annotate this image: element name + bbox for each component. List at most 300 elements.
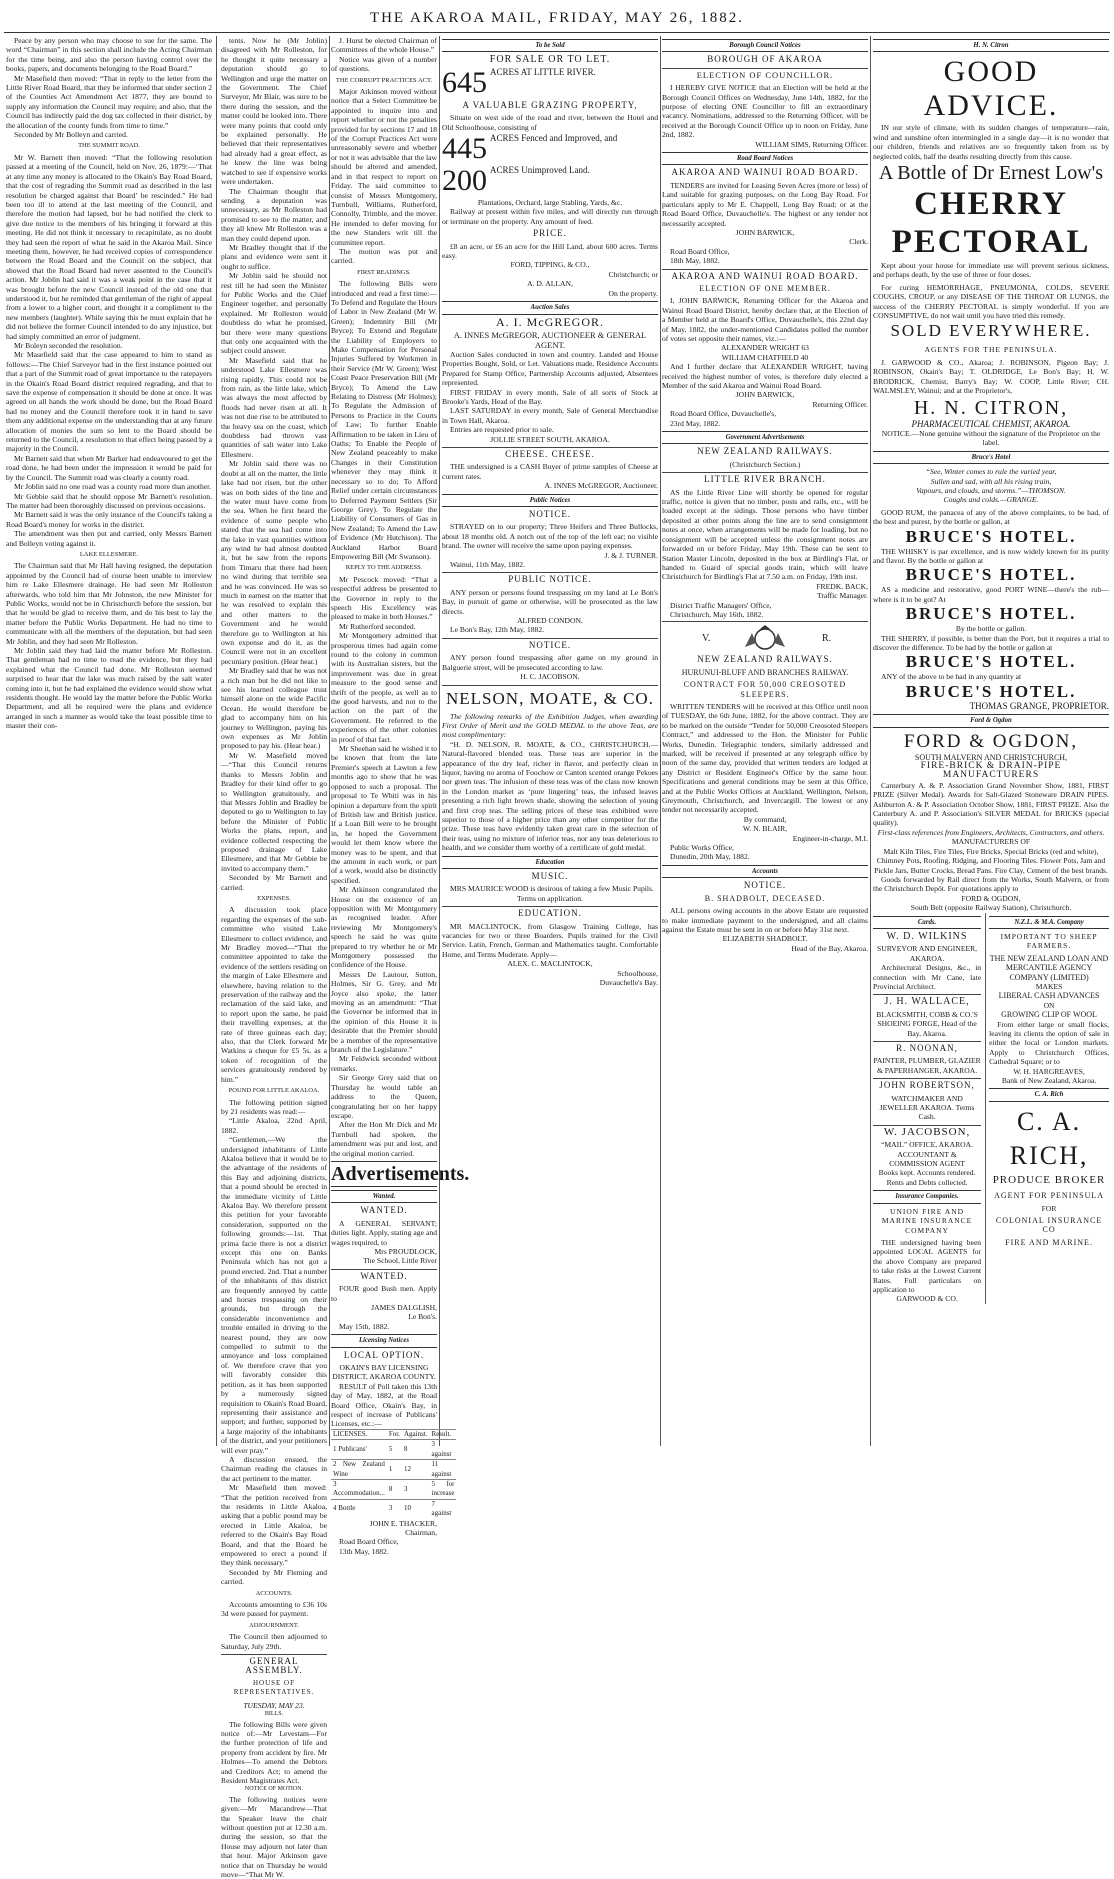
ford-references: First-class references from Engineers, Architects, Contractors, and others. [877, 827, 1105, 837]
article-paragraph: “Little Akaloa, 22nd April, 1882. [221, 1116, 327, 1135]
local-option-heading: LOCAL OPTION. [343, 1349, 425, 1360]
article-paragraph: Mr Joblin said they had laid the matter before Mr Rolleston. That gentleman had no time to read the evidence, but they had explained what the Council had done. Mr Rolleston seemed surprised to hear that the lake was much raised by the salt water coming into it, but he had explained the evidence would show what residents thought. He would lay the matter before the Public Works Department, and all he required were the plans and evidence arranged in such a manner as would take the least possible time to master their con- [6, 646, 212, 731]
article-paragraph: Mr Bradley thought that if the plans and evidence were sent it ought to suffice. [221, 242, 327, 271]
masthead-rule [4, 32, 1110, 33]
wanted-signature: Mrs PROUDLOCK, [374, 1246, 437, 1256]
article-paragraph: The amendment was then put and carried, only Messrs Barnett and Bolleyn voting against it. [6, 529, 212, 548]
crest-letter-v: V. [702, 633, 711, 645]
wallace-name: J. H. WALLACE, [873, 994, 981, 1006]
education-heading: EDUCATION. [442, 906, 658, 918]
table-row [331, 1440, 456, 1460]
ford-ogdon-heading: FORD & OGDON, [903, 730, 1079, 752]
table-header-cell: LICENSES. [331, 1429, 387, 1439]
nelson-moate-heading: NELSON, MOATE, & CO. [442, 685, 658, 709]
cheese-text: THE undersigned is a CASH Buyer of prime samples of Cheese at current rates. [442, 462, 658, 481]
article-paragraph: tents. Now he (Mr Joblin) disagreed with Mr Rolleston, for he thought it quite necessary a deputation should go to Wellington and urge the matter on the Government. The Chief Surveyor, Mr Blair, was sure to be there during the session, and the matter could be looked into. There were many points that could only be explained personally. He believed that their representatives had already had a great effect, as he knew the line was being watched to see if expensive works were undertaken. [221, 36, 327, 187]
section-cards: Cards. [873, 916, 981, 929]
jollie-address: JOLLIE STREET SOUTH, AKAROA. [490, 434, 610, 444]
article-paragraph: Seconded by Mr Barnett and carried. [221, 873, 327, 892]
article-paragraph: Mr Barnett said it was the only instance of the Council's taking a Road Board's money for works in the district. [6, 510, 212, 529]
table-row [331, 1479, 456, 1499]
contract-title: Engineer-in-charge, M.I. [792, 833, 868, 843]
genuine-notice: NOTICE.—None genuine without the signature of the Proprietor on the label. [881, 428, 1101, 448]
public-notice-date: Le Bon's Bay, 12th May, 1882. [450, 625, 545, 635]
article-paragraph: A discussion took place regarding the expenses of the sub-committee who visited Lake Ellesmere to collect evidence, and Mr Bradley moved—“That the committee appointed to take the evidence of the settlers residing on the margin of Lake Ellesmere and elsewhere, having relation to the preservation of the railway and the reclamation of the said lake, and to report upon the same, be paid their travelling expenses, at the rate of three guineas each day; also, that the Clerk forward Mr Watkins a cheque for £5 5s, as a token of recognition of the services gratuitously rendered by him.” [221, 905, 327, 1084]
article-paragraph: Seconded by Mr Bolleyn and carried. [14, 130, 128, 140]
manufacturers-text: Malt Kiln Tiles, Fire Tiles, Fire Bricks, Special Bricks (red and white), Chimney Pots, Roofing, Ridging, and Flooring Tiles. Flower Pots, Jam and Pickle Jars, Butter Crocks, Bread Pans. Fire Clay, Cement of the best brands. [874, 846, 1108, 875]
good-advice-heading: GOOD ADVICE. [923, 55, 1059, 123]
column-4 [442, 36, 658, 1444]
member-signature: JOHN BARWICK, [735, 390, 795, 400]
acres-645-number: 645 [442, 65, 487, 99]
wallace-text: BLACKSMITH, COBB & CO.'S SHOEING FORGE, Head of the Bay, Akaroa. [876, 1009, 978, 1038]
acres-645-text: ACRES AT LITTLE RIVER. [490, 66, 596, 77]
table-header-cell: Result. [430, 1429, 457, 1439]
bottle-or-gallon: By the bottle or gallon. [955, 624, 1027, 634]
date-heading: TUESDAY, MAY 23. [243, 1700, 305, 1710]
tenders-office: Road Board Office, [670, 246, 730, 256]
article-paragraph: Mr W. Masefield moved—“That this Council returns thanks to Messrs Joblin and Bradley for their kind offer to go to Wellington gratuitously, and that Messrs Joblin and Bradley be deputed to go to Wellington to lay before the Minister of Public Works the plans, report, and evidence collected respecting the proposed drainage of Lake Ellesmere, and that Mr Gebbie be invited to accompany them.” [221, 750, 327, 873]
table-cell: 5 [387, 1440, 402, 1460]
bruces-hotel-2: BRUCE'S HOTEL. [905, 565, 1077, 585]
royal-crest-block [662, 621, 868, 652]
column-divider [216, 36, 217, 1446]
robertson-name: JOHN ROBERTSON, [873, 1078, 981, 1090]
column-divider [329, 36, 330, 1446]
masthead: THE AKAROA MAIL, FRIDAY, MAY 26, 1882. [369, 10, 745, 26]
jacobson-text-2: Books kept. Accounts rendered. Rents and Debts collected. [878, 1168, 976, 1187]
poll-result-text: RESULT of Poll taken this 13th day of May, 1882, at the Road Board Office, Okain's Bay, in respect of increase of Publicans' Licenses, etc.:— [331, 1381, 437, 1429]
cherry-text: Kept about your house for immediate use will prevent serious sickness, and perhaps death, by the use of three or four doses. [873, 261, 1109, 280]
article-paragraph: Mr Atkinson congratulated the House on the existence of an opposition with Mr Montgomery as recognised leader. After reviewing Mr Montgomery's speech he said he was quite prepared to try whether he or Mr Montgomery possessed the confidence of the House. [331, 885, 437, 970]
section-nzlma: N.Z.L. & M.A. Company [989, 916, 1109, 929]
wainui-heading: AKAROA AND WAINUI ROAD BOARD. [671, 167, 859, 178]
article-paragraph: The Chairman thought that sending a deputation was unnecessary, as Mr Rolleston had promised to see to the matter, and they all knew Mr Rolleston was a man they could depend upon. [221, 186, 327, 243]
wanted-address: The School, Little River [363, 1256, 437, 1266]
table-cell: 10 [402, 1499, 430, 1518]
price-heading: PRICE. [533, 228, 567, 239]
whisky-text: THE WHISKY is par excellence, and is now widely known for its purity and flavor. By the bottle or gallon at [873, 546, 1109, 565]
sherry-text: THE SHERRY, if possible, is better than the Port, but it requires a trial to discover the difference. To be had by the bottle or gallon at [873, 633, 1109, 652]
ford-address: South Belt (opposite Railway Station), Christchurch. [910, 903, 1072, 913]
notice2-heading: NOTICE. [442, 638, 658, 650]
wanted2-text: FOUR good Bush men. Apply to [331, 1284, 437, 1303]
article-paragraph: Seconded by Mr Fleming and carried. [221, 1567, 327, 1587]
article-paragraph: The following Bills were introduced and read a first time:—To Defend and Regulate the Hours of Labor in New Zealand (Mr W. Green); Indemnity Bill (Mr Bryce); To Extend and Regulate the Liability of Employers to Make Compensation for Personal Injuries Suffered by Workmen in their Service (Mr W. Green); West Coast Peace Preservation Bill (Mr Bryce); To Amend the Law Relating to Distress (Mr Holmes); To Regulate the Admission of Persons to Practice in the Courts of Law; To further Enable Affirmation to be taken in Lieu of Oaths; To Enable the People of New Zealand peaceably to make Changes in their Constitution whenever they may think it necessary so to do; To Afford Relief under certain circumstances to Deferred Payment Settlers (Sir George Grey). To Regulate the Liability of Consumers of Gas in New Zealand; To Amend the Law of Evidence (Mr Hutchison). The Auckland Harbor Board Empowering Bill (Mr Swanson). [331, 279, 437, 561]
contract-signature: W. N. BLAIR, [742, 824, 788, 834]
section-public-notices: Public Notices [442, 494, 658, 507]
article-paragraph: Mr Masefield said that he understood Lake Ellesmere was rising rapidly. This could not be from rain, as the little lake, which was always the most affected by floods had never risen at all. It was not due rise to be attributed to the heavy sea on the coast, which doubtless had thrown vast quantities of salt water into Lake Ellesmere. [221, 355, 327, 459]
acres-445-text: ACRES Fenced and Improved, and [490, 133, 618, 144]
column-divider [439, 36, 440, 1446]
okains-heading: OKAIN'S BAY LICENSING DISTRICT, AKAROA COUNTY. [332, 1363, 436, 1382]
article-paragraph: EXPENSES. [257, 894, 291, 902]
ford-tipping-location: Christchurch; or [608, 269, 658, 279]
member-text: I, JOHN BARWICK, Returning Officer for the Akaroa and Wainui Road Board District, hereby declare that, at the Election of a Member held at the Board's Office, Duvauchelle's, this 22nd day of May, 1882, the under-mentioned Candidates polled the number of votes set opposite their names, viz.:— [662, 296, 868, 343]
education-signature: ALEX. C. MACLINTOCK, [507, 959, 593, 969]
column-5 [662, 36, 868, 1444]
port-text: AS a medicine and restorative, good PORT WINE—there's the rub—where is it to be got? At [873, 585, 1109, 604]
education-text: MR MACLINTOCK, from Glasgow Training College, has vacancies for two or three Boarders. Pupils trained for the Civil Service. Latin, French, German and Mathematics taught. Comfortable Home, and Terms Moderate. Apply— [442, 921, 658, 959]
music-heading: MUSIC. [531, 871, 569, 881]
section-insurance: Insurance Companies. [873, 1190, 981, 1203]
election-text: I HEREBY GIVE NOTICE that an Election will be held at the Borough Council Offices on Wednesday, June 14th, 1882, for the purpose of electing ONE Councillor to fill an extraordinary vacancy. Nominations, addressed to the Returning Officer, will be received at the Borough Council Office up to noon on Friday, June 2nd, 1882. [662, 83, 868, 140]
noonan-text: PAINTER, PLUMBER, GLAZIER & PAPERHANGER, AKAROA. [873, 1056, 981, 1075]
article-paragraph: Mr Masefield said that the case appeared to him to stand as follows:—The Chief Surveyor had in the first instance pointed out that a part of the Summit road of great importance to the ratepayers in the Okain's Road Board district required regrading, and that to save the expense of compensation it should be done at once. It was agreed on all hands the work should be done, but the Road Board had no money and the Council therefore took it in hand to save them any additional expense on the understanding that at any future allocation of monies the sum so lent to the Board should be returned to the Council, a resolution to that effect being passed by a majority in the Council. [6, 350, 212, 454]
article-paragraph: Mr Sheehan said he wished it to be known that from the late Premier's speech at Lawton a few months ago to show that he was opposed to such a proposal. The proposal to Te Whiti was in his opinion a departure from the spirit of British law and British justice. If a Loan Bill were to be brought in, he hoped the Government would let them know where the money was to be spent, and that the amount in each work, or part of a work, would also be distinctly specified. [331, 744, 437, 885]
table-cell: 7 against [430, 1499, 457, 1518]
table-cell: 4 Bottle [331, 1499, 387, 1518]
article-paragraph: Mr Masefield then moved: “That in reply to the letter from the Little River Road Board, that they be informed that under section 2 of the Counties Act Amendment Act 1877, they are bound to supply any information the Council may require; and also, that the Council has indirectly paid the dog tax collected in their district, by the allocation of the county funds from time to time.” [6, 73, 212, 130]
allan-name: A. D. ALLAN, [527, 279, 573, 289]
produce-broker: PRODUCE BROKER [992, 1173, 1106, 1186]
motion-heading: NOTICE OF MOTION. [244, 1786, 304, 1793]
table-cell: 5 for increase [431, 1479, 455, 1498]
article-paragraph: ADJOURNMENT. [249, 1621, 299, 1629]
contract-office: Public Works Office, [670, 843, 734, 853]
article-paragraph: “Gentlemen,—We the undersigned inhabitants of Little Akaloa believe that it would be to the advantage of the residents of this Bay and adjoining districts, that a pound should be erected in the immediate vicinity of Little Akaloa Bay. We therefore present this petition for your favorable consideration, supported on the following grounds:—1st. That prima facie there is not a district except this one on Banks Peninsula which has not got a pound erected. 2nd. That a number of the inhabitants of this district are frequently annoyed by cattle and horses trespassing on their grounds, but through the considerable inconvenience and trouble entailed in driving to the nearest pound, they are now compelled to submit to the annoyance and loss complained of. We therefore crave that you will favorably consider this petition, as it has been supported by a numerously signed requisition to Okain's Road Board, representing their assistance and support; and further, supported by a large majority of the inhabitants of the district, and your petitioners will ever pray.” [221, 1135, 327, 1455]
bruces-hotel-5: BRUCE'S HOTEL. [905, 681, 1077, 701]
section-borough-council: Borough Council Notices [662, 39, 868, 52]
column-1 [6, 36, 212, 1444]
article-paragraph: The Council then adjourned to Saturday, July 29th. [221, 1632, 327, 1651]
article-paragraph: Mr Montgomery admitted that prosperous times had again come round to the colony in common with its Australian sisters, but the improvement was due in great measure to the good sense and thrift of the people, as well as to the good harvests, and not to the action on the part of the Government. He referred to the experiences of the other colonies in proof of that fact. [331, 631, 437, 744]
hurunui-heading: HURUNUI-BLUFF AND BRANCHES RAILWAY. [681, 667, 849, 677]
table-cell: 1 Publicans' [331, 1440, 387, 1460]
section-accounts: Accounts [662, 865, 868, 878]
advertisements-heading: Advertisements. [331, 1162, 470, 1185]
article-paragraph: Mr Masefield then moved: “That the petition received from the residents in Little Akaloa, asking that a public pound may be erected in Little Akaloa, be referred to the Okain's Bay Road Board, and that the Board be empowered to erect a pound if they think necessary.” [221, 1483, 327, 1568]
cures-text: For curing HEMORRHAGE, PNEUMONIA, COLDS, SEVERE COUGHS, CROUP, or any DISEASE OF THE THROAT OR LUNGS, the success of the CHERRY PECTORAL is simply wonderful. If you are CONSUMPTIVE, do not wait until you have tried this remedy. [873, 282, 1109, 321]
jacobson-text: “MAIL” OFFICE, AKAROA. ACCOUNTANT & COMMISSION AGENT [881, 1140, 974, 1169]
makes-text: MAKES [1035, 981, 1063, 991]
nelson-text: “H. D. NELSON, R. MOATE, & CO., CHRISTCHURCH.—Natural-flavored blended teas. These teas are superior in the appearance of the dry leaf, richer in flavor, and perfectly clean in liquor, having no aroma of Foochow or Canton scented orange Pekoes nor green teas. The infusion of these teas was of the class now known in the London market as ‘pure lingering’ teas, the infused leaves presenting a rich light brown shade, showing the selection of young and first crop teas. The selling prices of these teas exhibited were superior to those of a higher price than any other competitor for the prize. These teas have evidently taken great care in the selection of their teas, using no mixture of inferior teas, nor any teas deleterious to health, and we consider them worthy of a certificate of gold medal. [442, 739, 658, 853]
section-auction-sales: Auction Sales [442, 301, 658, 314]
bruces-hotel-3: BRUCE'S HOTEL. [905, 604, 1077, 624]
table-cell: 3 against [430, 1440, 457, 1460]
manufacturers-of: MANUFACTURERS OF [951, 837, 1031, 847]
ford-awards: Canterbury A. & P. Association Grand November Show, 1881, FIRST PRIZE (Silver Medal). Awards for Salt-Glazed Stoneware DRAIN PIPES. Ashburton A. & P. Association October Show, 1881, FIRST PRIZE. Also the Canterbury A. and P. Association's SILVER MEDAL for BRICKS (special quality). [873, 780, 1109, 828]
bottle-heading: A Bottle of Dr Ernest Low's [878, 162, 1104, 185]
wanted-text: A GENERAL SERVANT; duties light. Apply, stating age and wages required, to [331, 1218, 437, 1247]
public-notice-heading: PUBLIC NOTICE. [442, 572, 658, 584]
notice2-signature: H. C. JACOBSON. [520, 672, 580, 682]
cherry-pectoral-heading: CHERRY PECTORAL [891, 186, 1091, 261]
tenders-text: TENDERS are invited for Leasing Seven Acres (more or less) of Land suitable for grazing purposes, on the Long Bay Road. For particulars apply to Mr E. Chappell, Long Bay Road; or at the Road Board Office, Duvauchelle's. The highest or any tender not necessarily accepted. [662, 180, 868, 228]
article-paragraph: POUND FOR LITTLE AKALOA. [228, 1087, 320, 1095]
article-paragraph: Mr Joblin said no one road was a county road more than another. [14, 482, 212, 492]
acres-645-block [442, 65, 658, 99]
ford-manufacturers: FIRE-BRICK & DRAIN-PIPE MANUFACTURERS [920, 761, 1062, 781]
table-header-row [331, 1429, 456, 1439]
section-ford-ogdon: Ford & Ogdon [873, 714, 1109, 727]
cheese-signature: A. INNES McGREGOR, Auctioneer. [544, 481, 658, 491]
article-paragraph: Notice was given of a number of questions. [331, 54, 437, 74]
ford-location: SOUTH MALVERN AND CHRISTCHURCH, [914, 752, 1068, 762]
for-text: FOR [1041, 1203, 1057, 1213]
wanted2-heading: WANTED. [331, 1269, 437, 1281]
wainui2-heading: AKAROA AND WAINUI ROAD BOARD. [662, 269, 868, 281]
wilkins-text: Architectural Designs, &c., in connection with Mr Cane, late Provincial Architect. [873, 963, 982, 991]
education-location: Schoolhouse, [617, 968, 658, 978]
royal-crest-icon [740, 625, 790, 651]
any-quantity-text: ANY of the above to be had in any quantity at [881, 672, 1022, 682]
union-signature: GARWOOD & CO. [896, 1294, 958, 1304]
table-header-cell: For. [388, 1429, 400, 1438]
bills-text: The following Bills were given notice of:—Mr Levestam—For the further protection of life and property from accident by fire. Mr Holmes—To amend the Debtors and Creditors Act; to amend the Resident Magistrates Act. [221, 1719, 327, 1785]
article-paragraph: Accounts amounting to £36 10s 3d were passed for payment. [221, 1600, 327, 1619]
branch-heading: LITTLE RIVER BRANCH. [662, 472, 868, 484]
sheep-heading: IMPORTANT TO SHEEP FARMERS. [1000, 931, 1098, 951]
fire-marine: FIRE AND MARINE. [1005, 1237, 1093, 1247]
column-divider [870, 36, 871, 1446]
notice1-text: STRAYED on to our property; Three Heifers and Three Bullocks, about 18 months old. A notch out of the top of the left ear; no visible brand. The owner will receive the same upon paying expenses. [442, 522, 658, 551]
candidate-1: ALEXANDER WRIGHT 63 [721, 343, 809, 353]
mcgregor-heading: A. I. McGREGOR. [496, 314, 604, 329]
article-paragraph: J. Hurst be elected Chairman of Committees of the whole House.” [331, 36, 437, 55]
accounts-heading: NOTICE. [743, 880, 787, 891]
house-heading: HOUSE OF REPRESENTATIVES. [233, 1678, 315, 1697]
wilkins-name: W. D. WILKINS [886, 930, 968, 942]
notice1-date: Wainui, 11th May, 1882. [450, 560, 525, 570]
notice1-signature: J. & J. TURNER. [604, 550, 658, 560]
article-paragraph: Major Atkinson moved without notice that a Select Committee be appointed to inquire into and report whether or not the penalties provided for by sections 17 and 18 of the Corrupt Practices Act were unreasonably severe and whether or not it was advisable that the law should be altered and amended, and in that respect to report on Friday. The said committee to consist of Messrs Montgomery, Turnbull, Williams, Rutherford, Connolly, Trimble, and the mover. He intended to defer moving for the new Standers writ till the committee report. [331, 87, 437, 247]
table-cell: 3 [402, 1479, 430, 1499]
cards-column [873, 913, 981, 1304]
article-paragraph: Messrs De Lautour, Sutton, Holmes, Sir G. Grey, and Mr Joyce also spoke, the latter moving as an amendment: “That the Governor be informed that in the opinion of this House it is desirable that the Premier should be a member of the representative branch of the Legislature.” [331, 969, 437, 1055]
poem-line-2: Sullen and sad, with all his rising train, [930, 476, 1052, 486]
table-cell: 3 Accommodation... [333, 1479, 385, 1498]
column-6 [873, 36, 1109, 1444]
table-cell: 3 [387, 1499, 402, 1518]
section-to-be-sold: To be Sold [442, 39, 658, 52]
table-cell: 8 [387, 1479, 402, 1499]
branch-text: AS the Little River Line will shortly be opened for regular traffic, notice is given that no timber, posts and rails, etc., will be loaded except at the sidings. Those persons who have timber deposited at other points along the line are to send consignment notes at once, when arrangements will be made for loading, but no consignment will be accepted unless the consignment notes are forwarded on or before Friday, May 19th. These can be sent to Station Master Lincoln, deposited in the box at Birdling's Flat, or handed to Guard of special goods train, which will leave Christchurch for Birdling's Flat at 7.50 a.m. on Friday, 19th inst. [662, 487, 868, 582]
acres-200-text: ACRES Unimproved Land. [490, 165, 590, 176]
liberal-advances: LIBERAL CASH ADVANCES [998, 991, 1100, 1001]
nz-bank: Bank of New Zealand, Akaroa. [1001, 1076, 1097, 1086]
column-divider [660, 36, 661, 1446]
member-text-2: And I further declare that ALEXANDER WRIGHT, having received the highest number of votes, is therefore duly elected a Member of the said Akaroa and Wainui Road Board. [662, 362, 868, 390]
accounts-name: B. SHADBOLT, DECEASED. [704, 893, 826, 903]
member-title: Returning Officer. [812, 399, 868, 409]
colonial-insurance: COLONIAL INSURANCE CO [995, 1216, 1103, 1235]
public-notice-text: ANY person or persons found trespassing on my land at Le Bon's Bay, in pursuit of game or otherwise, will be prosecuted as the law directs. [442, 587, 658, 616]
on-text: ON [1043, 1000, 1055, 1010]
article-paragraph: Mr W. Barnett then moved: “That the following resolution passed at a meeting of the Council, held on Nov. 26, 1879:—‘That at any time any money is allocated to the Okain's Bay Road Board, that the cost of regrading the Summit road as described in the last resolution be charged against that Board’ be rescinded.” He had been too ill to attend at the last meeting of the Council, and therefore the motion had lapsed, but he had notified the clerk to give due notice to the members of his bringing it forward at this meeting. He did not think it necessary to recapitulate, as no doubt they had seen the report of what he said in the Akaroa Mail. Since meeting them, however, he had received copies of correspondence between the Road Board and the Council on the subject, that showed that the Road Board had never assented to the Council's action. Mr Joblin had said it was a weak point in the case that it was brought before the new Council instead of the old one that understood it, but he reminded that gentleman of the right of appeal from a lower to a higher court, and thought it a compliment to the new members (laughter). While saying this he must explain that he did not believe the former Council intended to do any injustice, but had simply committed an error of judgment. [6, 152, 212, 341]
article-paragraph: Mr Pescock moved: “That a respectful address be presented to the Governor in reply to the speech His Excellency was pleased to make in both Houses.” [331, 574, 437, 622]
borough-heading: BOROUGH OF AKAROA [707, 54, 823, 65]
section-road-board: Road Board Notices [662, 152, 868, 165]
noonan-name: R. NOONAN, [873, 1041, 981, 1053]
notice1-heading: NOTICE. [528, 509, 572, 519]
wanted2-signature: JAMES DALGLISH, [371, 1303, 437, 1312]
article-paragraph: FIRST READINGS. [357, 268, 411, 276]
election-signature: WILLIAM SIMS, Returning Officer. [755, 139, 868, 149]
bills-heading: BILLS. [264, 1711, 284, 1718]
column-2 [221, 36, 327, 1879]
article-paragraph: Peace by any person who may choose to sue for the same. The word “Chairman” in this section shall include the Acting Chairman for the time being, and also the person having control over the books, papers, and documents belonging to the Road Board.” [6, 36, 212, 74]
citron-name: H. N. CITRON, [913, 396, 1069, 419]
union-heading: UNION FIRE AND MARINE INSURANCE COMPANY [881, 1206, 973, 1235]
situate-text: Situate on west side of the road and river, between the Hotel and Old Schoolhouse, consisting of [442, 113, 658, 132]
acres-445-block [442, 134, 658, 164]
article-paragraph: THE SUMMIT ROAD. [78, 142, 140, 150]
forwarded-text: Goods forwarded by Rail direct from the Works, South Malvern, or from the Christchurch Depôt. For quotations apply to [873, 874, 1109, 894]
entries-text: Entries are requested prior to sale. [450, 425, 554, 435]
contract-date: Dunedin, 20th May, 1882. [670, 852, 750, 862]
robertson-text: WATCHMAKER AND JEWELLER AKAROA. Terms Cash. [879, 1093, 975, 1122]
railway-text: Railway at present within five miles, and will directly run through or terminate on the property. Any amount of feed. [442, 207, 658, 226]
poem-line-1: “See, Winter comes to rule the varied year, [925, 467, 1057, 477]
allan-location: On the property. [608, 288, 658, 298]
article-paragraph: Mr Joblin said there was no doubt at all on the matter, the little lake had not risen, but the other was on both sides of the line and the water must have come from the sea. When he first heard the evidence of some people who stated that the sea had come into the lake in vast quantities without any wind he had almost doubted it, but he saw from the reports from Timaru that there had been no wind during that terrible sea and he was convinced. He was so much in earnest on the matter that he was resolved to explain this and other matters to the Government and he would therefore go to Wellington at his own expense and do it, as the Council were not in an excellent pecuniary position. (Hear hear.) [221, 459, 327, 666]
crest-letter-r: R. [822, 633, 832, 645]
crich-heading: C. A. RICH, [1009, 1106, 1089, 1170]
article-paragraph: Mr Barnett said that when Mr Barker had endeavoured to get the road done, he had been under the impression it would be paid for by the Council. The Summit road was clearly a county road. [6, 453, 212, 482]
member-office: Road Board Office, Duvauchelle's, [670, 409, 777, 419]
plantations-text: Plantations, Orchard, large Stabling, Yards, &c. [477, 198, 623, 208]
bruces-hotel-1: BRUCE'S HOTEL. [905, 526, 1077, 546]
section-licensing: Licensing Notices [331, 1334, 437, 1347]
music-text: MRS MAURICE WOOD is desirous of taking a few Music Pupils. [450, 884, 654, 894]
licensing-date: 13th May, 1882. [339, 1546, 389, 1556]
section-bruces-hotel: Bruce's Hotel [873, 451, 1109, 464]
accounts-location: Head of the Bay, Akaroa. [791, 943, 868, 953]
accounts-signature: ELIZABETH SHADBOLT. [722, 934, 808, 944]
poem-line-3: Vapours, and clouds, and storms.”—THOMSON. [916, 485, 1066, 495]
agent-peninsula: AGENT FOR PENINSULA [994, 1191, 1105, 1201]
article-paragraph: THE CORRUPT PRACTICES ACT. [335, 76, 433, 84]
music-terms: Terms on application. [517, 893, 583, 903]
grange-proprietor: THOMAS GRANGE, PROPRIETOR. [969, 700, 1109, 711]
auction-text: Auction Sales conducted in town and country. Landed and House Properties Bought, Sold, or Let. Valuations made, Residence Accounts Prepared for Stamp Office, Partnership Accounts adjusted, Absentees represented. [442, 349, 658, 388]
section-wanted: Wanted. [331, 1190, 437, 1203]
article-paragraph: Mr Rutherford seconded. [339, 621, 416, 631]
contract-text: WRITTEN TENDERS will be received at this Office until noon of TUESDAY, the 6th June, 1882, for the above contract. They are to be marked on the outside “Tender for 50,000 Creosoted Sleepers Contract,” and addressed to the Hon. the Minister for Public Works, Dunedin. Telegraphic tenders, similarly addressed and marked, will be received if presented at any telegraph office by noon of the same day, provided that written tenders are lodged at any District or Resident Engineer's Office by the same hour. Specifications and general conditions may be seen at this Office, and at the Public Works Offices at Auckland, Wellington, Nelson, Greymouth, Christchurch, and Invercargill. The lowest or any tender not necessarily accepted. [662, 701, 868, 815]
nelson-intro: The following remarks of the Exhibition Judges, when awarding First Order of Merit and the GOLD MEDAL to the above Teas, are most complimentary: [442, 711, 658, 740]
agents-text: J. GARWOOD & CO., Akaroa; J. ROBINSON, Pigeon Bay; J. ROBINSON, Okain's Bay; T. OLDRIDGE, Le Bon's Bay; H. W. BRODRICK, Chemist, Barry's Bay; W. COOP, Little River; CH. WALMSLEY, Wainui; and at the Proprietor's, [873, 357, 1109, 396]
branch-office: District Traffic Managers' Office, [670, 600, 772, 610]
article-paragraph: Mr Feldwick seconded without remarks. [331, 1054, 437, 1073]
contract-command: By command, [743, 814, 787, 824]
cards-block [873, 913, 1109, 1304]
nz-loan-company: THE NEW ZEALAND LOAN AND MERCANTILE AGENCY COMPANY (LIMITED) [989, 953, 1109, 982]
article-paragraph: Mr Joblin said he should not rest till he had seen the Minister for Public Works and the Chief Engineer together, and personally explained. Mr Rolleston would doubtless do what he promised, but there were many questions that only one acquainted with the subject could answer. [221, 271, 327, 356]
article-paragraph: REPLY TO THE ADDRESS. [345, 564, 423, 572]
wanted2-address: Le Bon's. [408, 1312, 437, 1322]
jacobson-name: W. JACOBSON, [873, 1125, 981, 1137]
assembly-heading: GENERAL ASSEMBLY. [221, 1654, 327, 1676]
table-header-cell: Against. [404, 1429, 428, 1438]
table-cell: 1 [387, 1460, 402, 1480]
motion-text: The following notices were given:—Mr Macandrew—That the Speaker leave the chair without question put at 12.30 a.m. during the session, so that the House may adjourn not later than that hour. Major Atkinson gave notice that on Thursday he would move—“That Mr W. [221, 1794, 327, 1879]
notice2-text: ANY person found trespassing after game on my ground in Balguerie street, will be prosecuted according to law. [442, 653, 658, 672]
table-row [331, 1460, 456, 1480]
valuable-heading: A VALUABLE GRAZING PROPERTY, [462, 99, 638, 110]
article-paragraph: After the Hon Mr Dick and Mr Turnbull had spoken, the amendment was put and lost, and the original motion carried. [331, 1120, 437, 1158]
nzr-heading: NEW ZEALAND RAILWAYS. [697, 446, 833, 457]
first-friday-text: FIRST FRIDAY in every month, Sale of all sorts of Stock at Brooke's Yards, Head of the Bay. [442, 387, 658, 406]
licensing-signature: JOHN E. THACKER, [369, 1518, 437, 1528]
section-education: Education [442, 856, 658, 869]
education-bay: Duvauchelle's Bay. [599, 978, 658, 988]
public-notice-signature: ALFRED CONDON. [517, 616, 583, 626]
contract-heading: CONTRACT FOR 50,000 CREOSOTED SLEEPERS. [683, 680, 847, 699]
poem-line-4: Coughs and colds.—GRANGE. [943, 495, 1039, 505]
section-government: Government Advertisements [662, 431, 868, 444]
nz-signature: W. H. HARGREAVES, [1013, 1066, 1085, 1076]
article-paragraph: Mr Bradley said that he was not a rich man but he did not like to see his learned colleague trust himself alone on the wide Pacific Ocean. He would therefore be glad to accompany him on his journey to Wellington, paying his own expenses as Mr Joblin proposed to pay his. (Hear hear.) [221, 666, 327, 751]
tenders-date: 18th May, 1882. [670, 256, 720, 266]
branch-signature: FREDK. BACK, [816, 581, 868, 591]
article-paragraph: A discussion ensued, the Chairman reading the clauses in the act pertinent to the matter. [221, 1454, 327, 1483]
accounts-text: ALL persons owing accounts in the above Estate are requested to make immediate payment to the undersigned, and all claims against the Estate must be sent in on or before May 31st next. [662, 906, 868, 934]
branch-date: Christchurch, May 16th, 1882. [670, 609, 764, 619]
section-crich: C. A. Rich [989, 1088, 1109, 1101]
member-heading: ELECTION OF ONE MEMBER. [699, 283, 831, 293]
licensing-title: Chairman, [405, 1527, 437, 1537]
table-row [331, 1499, 456, 1518]
wilkins-title: SURVEYOR AND ENGINEER, AKAROA. [877, 944, 978, 963]
table-cell: 2 New Zealand Wine [333, 1460, 385, 1478]
article-paragraph: Mr Boleyn seconded the resolution. [14, 341, 123, 350]
acres-200-block [442, 166, 658, 196]
article-paragraph: The Chairman said that Mr Hall having resigned, the deputation appointed by the Council had of course been unable to interview him re Lake Ellesmere drainage. He had seen Mr Rolleston afterwards, who told him that Mr Johnston, the new Minister for Public Works, would not be in Christchurch before the session, but that he would be glad to receive them, and do his best to lay the matter before the Public Works Department. He had no time to communicate with all the members of the deputation, but had seen Mr Joblin, and they had seen Mr Rolleston. [6, 561, 212, 646]
candidate-2: WILLIAM CHATFIELD 40 [721, 352, 809, 362]
table-cell: 8 [402, 1440, 430, 1460]
acres-445-number: 445 [442, 132, 487, 166]
branch-title: Traffic Manager. [816, 591, 868, 601]
sold-everywhere-heading: SOLD EVERYWHERE. [890, 321, 1092, 341]
nzr-subheading: (Christchurch Section.) [729, 459, 801, 469]
good-advice-text: IN our style of climate, with its sudden changes of temperature—rain, wind and sunshine often intermingled in a single day—it is no wonder that our children, friends and relatives are so frequently taken from us by neglected colds, half the deaths resulting directly from this cause. [873, 123, 1109, 161]
wanted-heading: WANTED. [360, 1205, 408, 1216]
acres-200-number: 200 [442, 164, 487, 198]
tenders-signature: JOHN BARWICK, [735, 227, 795, 237]
licensing-table [331, 1429, 456, 1519]
chemist-title: PHARMACEUTICAL CHEMIST, AKAROA. [911, 418, 1071, 429]
nzlma-column [985, 913, 1109, 1304]
mcgregor-subheading: A. INNES McGREGOR, AUCTIONEER & GENERAL AGENT. [453, 329, 647, 350]
nzr2-heading: NEW ZEALAND RAILWAYS. [697, 654, 833, 665]
article-paragraph: Mr Gebbie said that he should oppose Mr Barnett's resolution. The matter had been thoroughly discussed on previous occasions. [6, 491, 212, 510]
member-date: 23rd May, 1882. [670, 418, 721, 428]
article-paragraph: The motion was put and carried. [331, 246, 437, 266]
bruces-hotel-4: BRUCE'S HOTEL. [905, 652, 1077, 672]
union-text: THE undersigned having been appointed LOCAL AGENTS for the above Company are prepared to take risks at the Lowest Current Rates. Full particulars on application to [873, 1237, 982, 1294]
section-citron: H. N. Citron [873, 39, 1109, 52]
article-paragraph: ACCOUNTS. [255, 1589, 293, 1597]
ford-tipping-name: FORD, TIPPING, & CO., [510, 260, 590, 270]
cheese-heading: CHEESE. CHEESE. [442, 447, 658, 459]
nz-text: From either large or small flocks, leaving its clients the option of sale in either the local or London markets. Apply to Christchurch Offices, Cathedral Square; or to [989, 1019, 1109, 1067]
ford-signature: FORD & OGDON, [961, 893, 1021, 903]
sale-heading: FOR SALE OR TO LET. [489, 54, 611, 66]
price-text: £8 an acre, or £6 an acre for the Hill Land, about 600 acres. Terms easy. [442, 241, 658, 261]
article-paragraph: The following petition signed by 21 residents was read:— [221, 1097, 327, 1116]
agents-heading: AGENTS FOR THE PENINSULA. [924, 345, 1058, 355]
table-cell: 12 [402, 1460, 430, 1480]
licensing-office: Road Board Office, [339, 1537, 399, 1547]
growing-clip: GROWING CLIP OF WOOL [1001, 1010, 1097, 1020]
article-paragraph: Sir George Grey said that on Thursday he would table an address to the Queen, congratulating her on her happy escape. [331, 1073, 437, 1120]
tenders-title: Clerk. [849, 237, 868, 247]
article-paragraph: LAKE ELLESMERE. [79, 550, 139, 558]
last-saturday-text: LAST SATURDAY in every month, Sale of General Merchandise in Town Hall, Akaroa. [442, 406, 658, 425]
wanted2-date: May 15th, 1882. [339, 1321, 390, 1331]
election-heading: ELECTION OF COUNCILLOR. [662, 68, 868, 80]
